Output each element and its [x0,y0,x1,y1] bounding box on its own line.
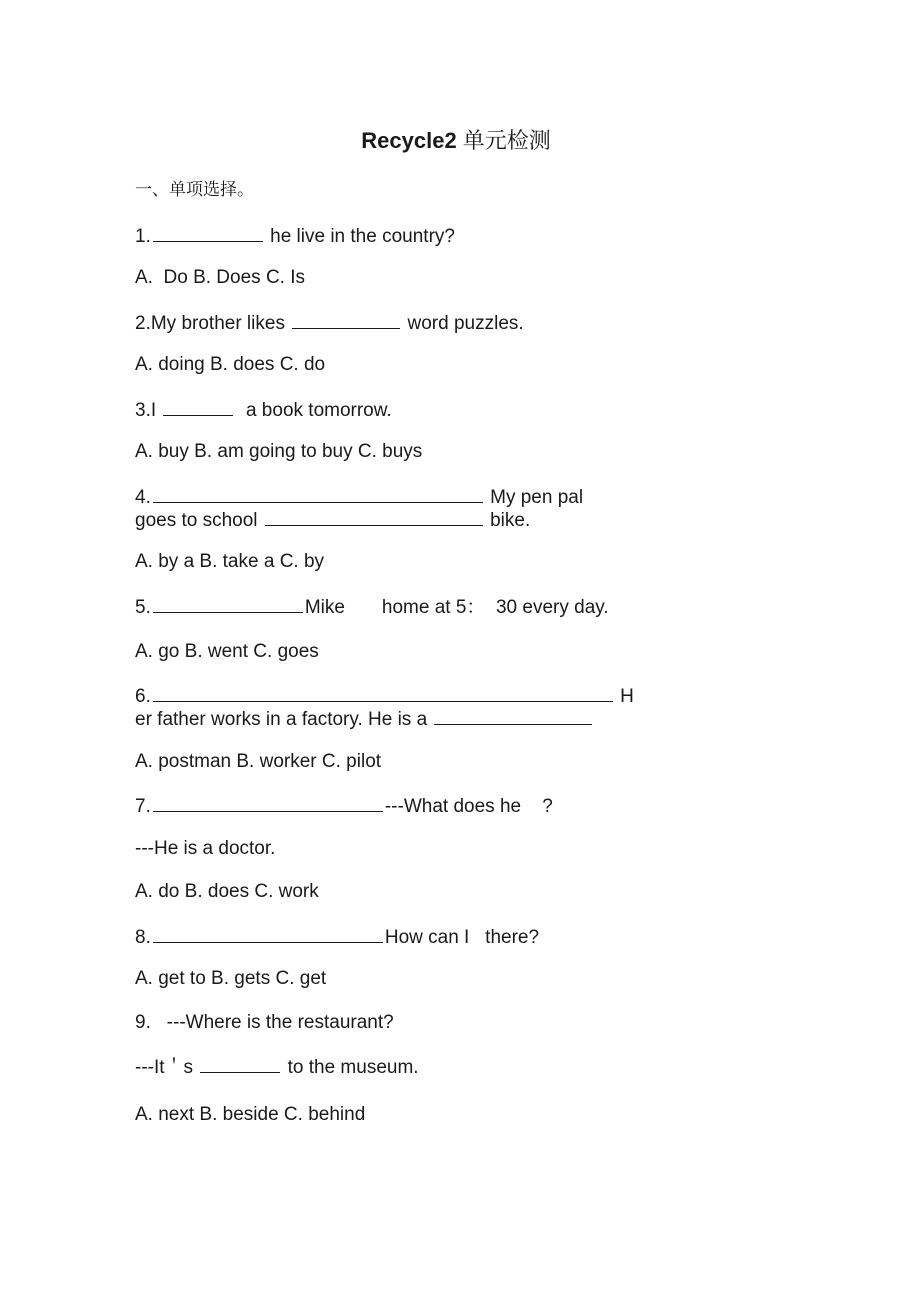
question-text: Mike home at 5： 30 every day. [304,597,609,618]
question-number: 8. [135,927,151,948]
question-text: word puzzles. [402,313,524,334]
options-7: A. do B. does C. work [135,881,319,902]
title-english: Recycle2 [361,128,457,153]
options-4: A. by a B. take a C. by [135,551,325,572]
question-7-response: ---He is a doctor. [135,838,276,859]
question-2 [135,310,524,336]
question-9-response [135,1054,419,1080]
question-text: a book tomorrow. [235,400,392,421]
question-text: ---What does he ? [384,796,553,817]
answer-blank[interactable] [200,1054,280,1073]
answer-blank[interactable] [153,924,383,943]
answer-blank[interactable] [292,310,400,329]
section-heading: 一、单项选择。 [135,180,254,200]
page-title [0,124,912,155]
question-text: 2.My brother likes [135,313,291,334]
answer-blank[interactable] [153,223,263,242]
question-8 [135,924,539,950]
question-text: 3.I [135,400,162,421]
answer-blank[interactable] [265,507,483,526]
question-3 [135,397,392,423]
answer-blank[interactable] [153,484,483,503]
question-text: My pen pal [484,487,584,508]
question-text: How can I there? [384,927,540,948]
options-8: A. get to B. gets C. get [135,968,327,989]
question-number: 6. [135,686,151,707]
question-number: 1. [135,226,151,247]
options-6: A. postman B. worker C. pilot [135,751,382,772]
question-text: he live in the country? [264,226,455,247]
question-text: ---It＇s [135,1057,199,1078]
answer-blank[interactable] [153,594,303,613]
options-1: A. Do B. Does C. Is [135,267,305,288]
question-number: 4. [135,487,151,508]
question-text: to the museum. [282,1057,419,1078]
question-number: 5. [135,597,151,618]
question-1 [135,223,455,249]
question-text: bike. [484,510,531,531]
question-5 [135,594,609,620]
answer-blank[interactable] [163,397,233,416]
question-7 [135,793,553,819]
answer-blank[interactable] [153,683,613,702]
question-text: H [614,686,634,707]
options-5: A. go B. went C. goes [135,641,319,662]
options-9: A. next B. beside C. behind [135,1104,366,1125]
answer-blank[interactable] [153,793,383,812]
question-6-line-2 [135,706,594,732]
options-2: A. doing B. does C. do [135,354,326,375]
question-number: 7. [135,796,151,817]
title-chinese: 单元检测 [462,129,551,154]
question-text: er father works in a factory. He is a [135,709,433,730]
question-text: goes to school [135,510,263,531]
question-9: 9. ---Where is the restaurant? [135,1012,394,1033]
answer-blank[interactable] [434,706,592,725]
options-3: A. buy B. am going to buy C. buys [135,441,423,462]
question-4-line-2 [135,507,530,533]
